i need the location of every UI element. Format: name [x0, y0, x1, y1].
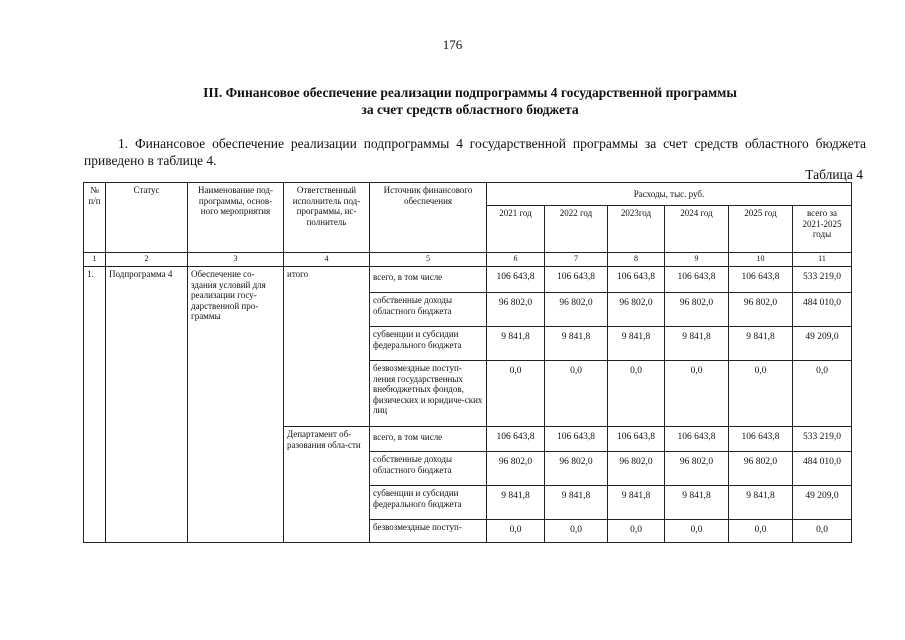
index-cell: 9 — [665, 253, 729, 267]
value-cell: 96 802,0 — [665, 452, 729, 486]
value-cell: 106 643,8 — [545, 427, 608, 452]
header-2023: 2023год — [608, 206, 665, 253]
index-cell: 8 — [608, 253, 665, 267]
value-cell: 106 643,8 — [608, 267, 665, 293]
header-row-1 — [84, 183, 852, 206]
value-cell: 9 841,8 — [729, 327, 793, 361]
value-cell: 96 802,0 — [665, 293, 729, 327]
value-cell: 96 802,0 — [729, 293, 793, 327]
value-cell: 0,0 — [729, 520, 793, 543]
value-cell: 96 802,0 — [608, 452, 665, 486]
value-cell: 0,0 — [608, 361, 665, 427]
section-title — [120, 84, 820, 118]
value-cell: 9 841,8 — [608, 327, 665, 361]
value-cell: 0,0 — [793, 361, 852, 427]
index-cell: 7 — [545, 253, 608, 267]
row-num: 1. — [84, 267, 106, 543]
source-cell: безвозмездные поступ- — [370, 520, 487, 543]
source-cell: субвенции и субсидии федерального бюджета — [370, 486, 487, 520]
value-cell: 49 209,0 — [793, 327, 852, 361]
header-source: Источник финансового обеспечения — [370, 183, 487, 253]
value-cell: 106 643,8 — [608, 427, 665, 452]
value-cell: 96 802,0 — [487, 293, 545, 327]
header-name: Наименование под-программы, основ-ного мероприятия — [188, 183, 284, 253]
value-cell: 106 643,8 — [665, 267, 729, 293]
row-executor-dept: Департамент об-разования обла-сти — [284, 427, 370, 543]
value-cell: 9 841,8 — [545, 486, 608, 520]
header-expenses: Расходы, тыс. руб. — [487, 183, 852, 206]
index-cell: 3 — [188, 253, 284, 267]
row-executor-itogo: итого — [284, 267, 370, 427]
value-cell: 0,0 — [545, 520, 608, 543]
value-cell: 106 643,8 — [665, 427, 729, 452]
value-cell: 106 643,8 — [487, 427, 545, 452]
value-cell: 106 643,8 — [729, 427, 793, 452]
intro-paragraph: 1. Финансовое обеспечение реализации подпрограммы 4 государственной программы за счет средств областного бюджета приведено в таблице 4. — [84, 136, 866, 168]
page-number: 176 — [442, 37, 463, 52]
value-cell: 9 841,8 — [665, 486, 729, 520]
value-cell: 106 643,8 — [545, 267, 608, 293]
index-cell: 6 — [487, 253, 545, 267]
index-cell: 10 — [729, 253, 793, 267]
value-cell: 0,0 — [665, 361, 729, 427]
header-num: № п/п — [84, 183, 106, 253]
value-cell: 484 010,0 — [793, 452, 852, 486]
table-caption: Таблица 4 — [805, 167, 863, 182]
value-cell: 9 841,8 — [545, 327, 608, 361]
header-2024: 2024 год — [665, 206, 729, 253]
value-cell: 9 841,8 — [487, 327, 545, 361]
value-cell: 0,0 — [665, 520, 729, 543]
value-cell: 96 802,0 — [729, 452, 793, 486]
index-cell: 5 — [370, 253, 487, 267]
header-2022: 2022 год — [545, 206, 608, 253]
index-cell: 4 — [284, 253, 370, 267]
index-cell: 2 — [106, 253, 188, 267]
value-cell: 9 841,8 — [487, 486, 545, 520]
value-cell: 0,0 — [487, 520, 545, 543]
value-cell: 106 643,8 — [487, 267, 545, 293]
index-cell: 11 — [793, 253, 852, 267]
value-cell: 0,0 — [729, 361, 793, 427]
row-name: Обеспечение со-здания условий для реализации госу-дарственной про-граммы — [188, 267, 284, 543]
value-cell: 0,0 — [545, 361, 608, 427]
section-title-line2: за счет средств областного бюджета — [361, 102, 579, 117]
value-cell: 96 802,0 — [608, 293, 665, 327]
header-executor: Ответственный исполнитель под-программы, ис-полнитель — [284, 183, 370, 253]
source-cell: собственные доходы областного бюджета — [370, 452, 487, 486]
source-cell: всего, в том числе — [370, 427, 487, 452]
column-index-row — [84, 253, 852, 267]
value-cell: 533 219,0 — [793, 267, 852, 293]
section-title-line1: III. Финансовое обеспечение реализации подпрограммы 4 государственной программы — [203, 85, 737, 100]
source-cell: всего, в том числе — [370, 267, 487, 293]
value-cell: 106 643,8 — [729, 267, 793, 293]
row-status: Подпрограмма 4 — [106, 267, 188, 543]
value-cell: 0,0 — [793, 520, 852, 543]
value-cell: 484 010,0 — [793, 293, 852, 327]
header-2025: 2025 год — [729, 206, 793, 253]
header-2021: 2021 год — [487, 206, 545, 253]
table-row — [84, 267, 852, 293]
value-cell: 9 841,8 — [665, 327, 729, 361]
header-status: Статус — [106, 183, 188, 253]
value-cell: 96 802,0 — [545, 452, 608, 486]
value-cell: 533 219,0 — [793, 427, 852, 452]
index-cell: 1 — [84, 253, 106, 267]
source-cell: субвенции и субсидии федерального бюджета — [370, 327, 487, 361]
value-cell: 49 209,0 — [793, 486, 852, 520]
value-cell: 0,0 — [608, 520, 665, 543]
header-total: всего за 2021-2025 годы — [793, 206, 852, 253]
financing-table — [83, 182, 852, 543]
value-cell: 96 802,0 — [487, 452, 545, 486]
value-cell: 0,0 — [487, 361, 545, 427]
value-cell: 96 802,0 — [545, 293, 608, 327]
source-cell: безвозмездные поступ-ления государственных внебюджетных фондов, физических и юридиче-ских лиц — [370, 361, 487, 427]
value-cell: 9 841,8 — [729, 486, 793, 520]
value-cell: 9 841,8 — [608, 486, 665, 520]
source-cell: собственные доходы областного бюджета — [370, 293, 487, 327]
